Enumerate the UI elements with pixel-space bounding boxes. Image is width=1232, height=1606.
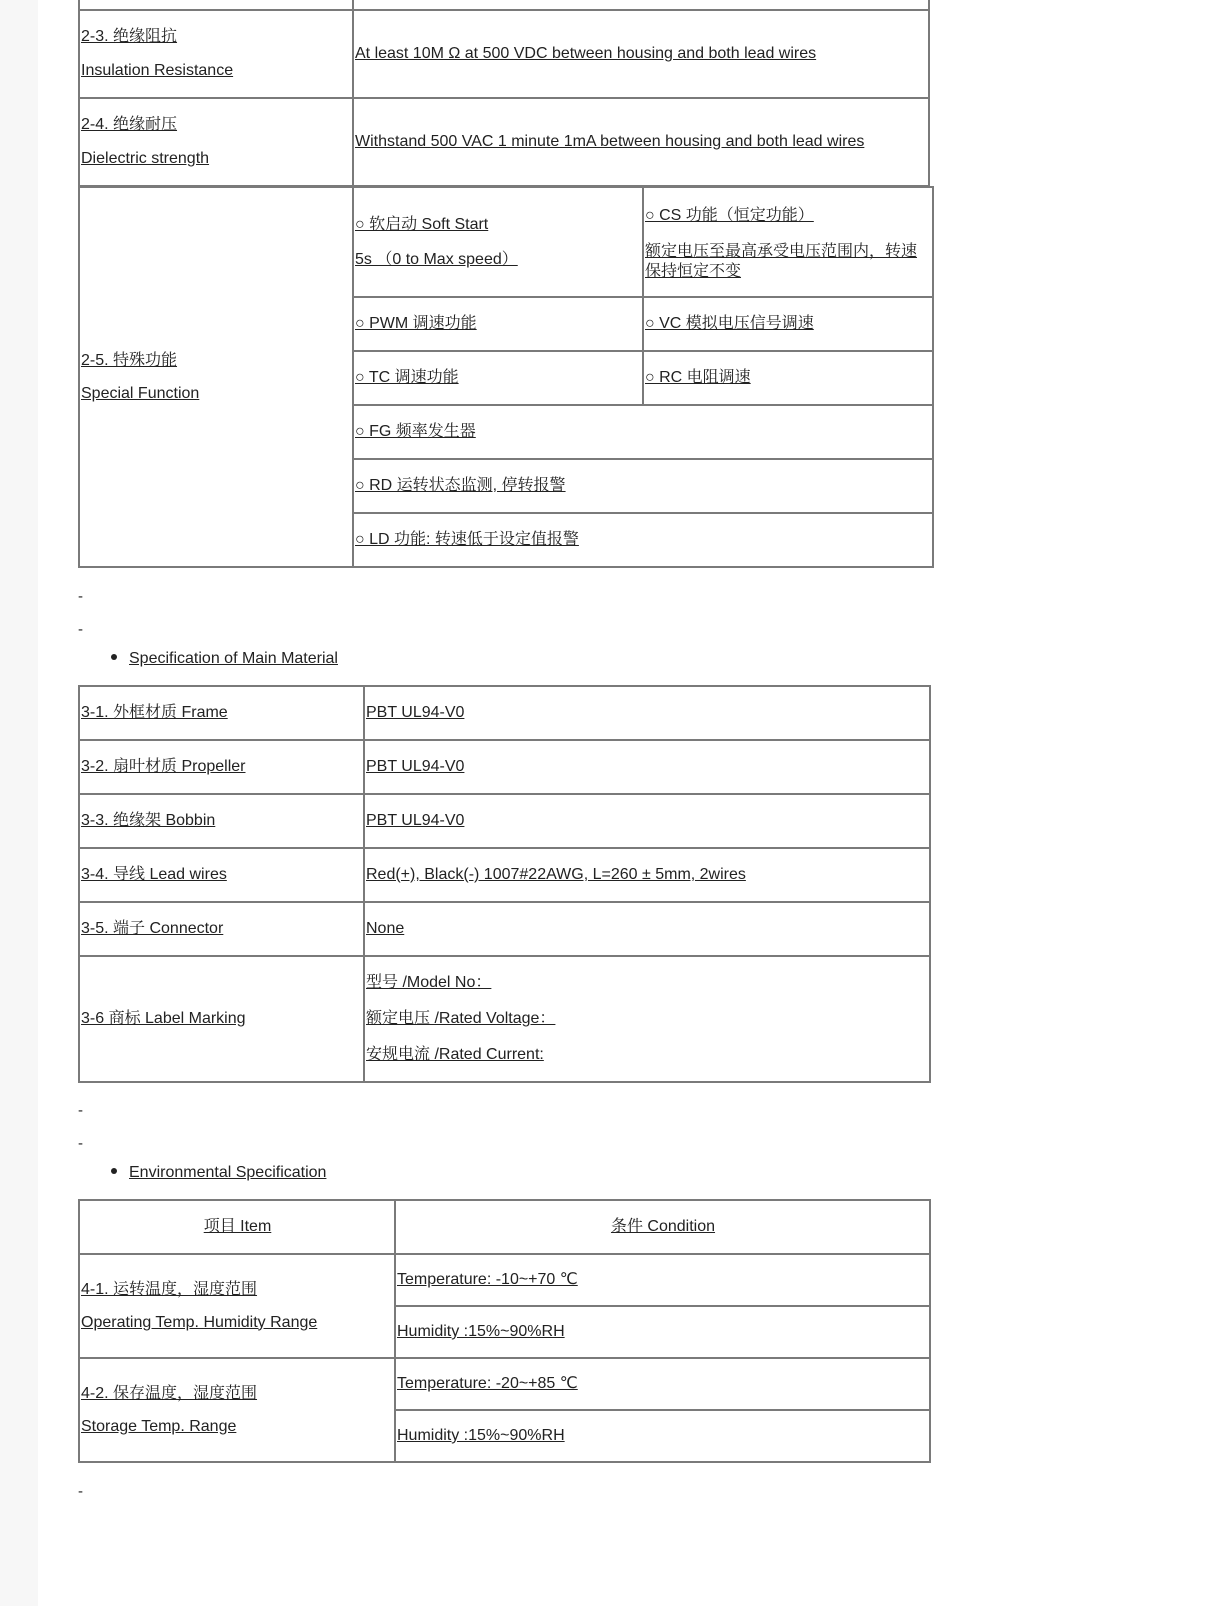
ld-function: ○ LD 功能: 转速低于设定值报警 [353, 513, 933, 567]
env-label-en: Storage Temp. Range [81, 1417, 237, 1435]
spec-label-zh: 2-3. 绝缘阻抗 [81, 28, 178, 45]
separator-dash: - [78, 1483, 83, 1500]
table-cell [353, 0, 929, 10]
spec-label-cell [79, 98, 353, 186]
fg-function: ○ FG 频率发生器 [353, 405, 933, 459]
table-row [79, 956, 930, 1082]
separator-dash: - [78, 621, 83, 638]
spec-label-en: Dielectric strength [81, 150, 210, 167]
material-label: 3-4. 导线 Lead wires [79, 848, 364, 902]
env-temperature: Temperature: -20~+85 ℃ [395, 1358, 930, 1410]
environmental-table [78, 1199, 931, 1463]
spec-label-zh: 2-4. 绝缘耐压 [81, 116, 178, 133]
material-section-heading [111, 650, 338, 668]
table-row [79, 902, 930, 956]
electrical-spec-table [78, 0, 930, 187]
bullet-icon [111, 1168, 117, 1174]
material-label: 3-3. 绝缘架 Bobbin [79, 794, 364, 848]
label-marking-line: 安规电流 /Rated Current: [366, 1046, 544, 1063]
spec-value: At least 10M Ω at 500 VDC between housing and both lead wires [353, 10, 929, 98]
soft-start-cell [353, 187, 643, 297]
soft-start-detail: 5s （0 to Max speed） [355, 250, 518, 268]
material-value: PBT UL94-V0 [364, 794, 930, 848]
label-marking-cell [364, 956, 930, 1082]
special-function-table [78, 186, 934, 568]
label-marking-line: 额定电压 /Rated Voltage： [366, 1010, 556, 1027]
material-heading-text: Specification of Main Material [129, 650, 338, 667]
table-header-row [79, 1200, 930, 1254]
env-label-zh: 4-1. 运转温度，湿度范围 [81, 1280, 258, 1298]
env-label-en: Operating Temp. Humidity Range [81, 1313, 318, 1331]
rc-function: ○ RC 电阻调速 [643, 351, 933, 405]
table-row [79, 0, 929, 10]
table-row [79, 1358, 930, 1410]
special-function-label-cell [79, 187, 353, 567]
separator-dash: - [78, 1135, 83, 1152]
cs-function-cell [643, 187, 933, 297]
soft-start-title: ○ 软启动 Soft Start [355, 215, 489, 233]
table-row [79, 10, 929, 98]
table-row [79, 98, 929, 186]
rd-function: ○ RD 运转状态监测, 停转报警 [353, 459, 933, 513]
material-value: None [364, 902, 930, 956]
column-header-condition: 条件 Condition [395, 1200, 930, 1254]
column-header-item: 项目 Item [79, 1200, 395, 1254]
env-humidity: Humidity :15%~90%RH [395, 1306, 930, 1358]
table-row [79, 686, 930, 740]
pwm-function: ○ PWM 调速功能 [353, 297, 643, 351]
main-material-table [78, 685, 931, 1083]
material-label: 3-1. 外框材质 Frame [79, 686, 364, 740]
vc-function: ○ VC 模拟电压信号调速 [643, 297, 933, 351]
separator-dash: - [78, 1102, 83, 1119]
spec-value: Withstand 500 VAC 1 minute 1mA between housing and both lead wires [353, 98, 929, 186]
tc-function: ○ TC 调速功能 [353, 351, 643, 405]
table-row [79, 1254, 930, 1306]
special-function-label-zh: 2-5. 特殊功能 [81, 351, 178, 369]
table-row [79, 848, 930, 902]
env-temperature: Temperature: -10~+70 ℃ [395, 1254, 930, 1306]
material-value: PBT UL94-V0 [364, 740, 930, 794]
material-label: 3-5. 端子 Connector [79, 902, 364, 956]
env-label-zh: 4-2. 保存温度，湿度范围 [81, 1384, 258, 1402]
material-label: 3-2. 扇叶材质 Propeller [79, 740, 364, 794]
label-marking-line: 型号 /Model No： [366, 974, 492, 991]
table-row [79, 187, 933, 297]
env-label-cell [79, 1254, 395, 1358]
label-marking-label: 3-6 商标 Label Marking [79, 956, 364, 1082]
special-function-label-en: Special Function [81, 384, 200, 402]
cs-function-detail: 额定电压至最高承受电压范围内，转速保持恒定不变 [645, 243, 918, 280]
environment-section-heading [111, 1164, 326, 1182]
material-value: PBT UL94-V0 [364, 686, 930, 740]
bullet-icon [111, 654, 117, 660]
env-label-cell [79, 1358, 395, 1462]
spec-label-en: Insulation Resistance [81, 62, 234, 79]
cs-function-title: ○ CS 功能（恒定功能） [645, 207, 814, 224]
environment-heading-text: Environmental Specification [129, 1164, 327, 1181]
table-row [79, 794, 930, 848]
table-cell [79, 0, 353, 10]
spec-label-cell [79, 10, 353, 98]
table-row [79, 740, 930, 794]
separator-dash: - [78, 588, 83, 605]
material-value: Red(+), Black(-) 1007#22AWG, L=260 ± 5mm, 2wires [364, 848, 930, 902]
env-humidity: Humidity :15%~90%RH [395, 1410, 930, 1462]
